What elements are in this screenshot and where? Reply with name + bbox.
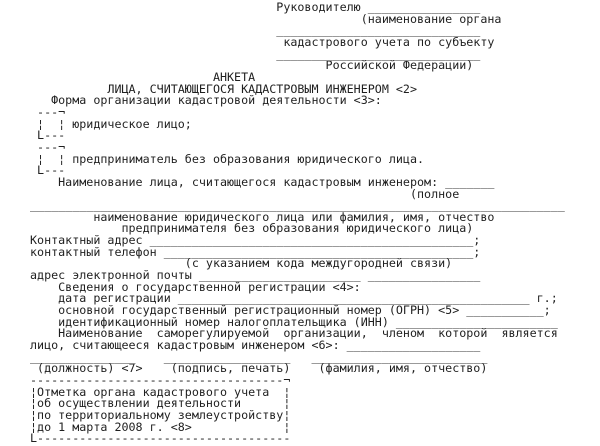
engineer-name-blank-line: ____________________________________________________________________________ (30, 198, 565, 213)
registration-date-line: дата регистрации __________________________________________________ г.; (30, 291, 558, 306)
document-title (30, 69, 600, 96)
state-registration-heading: Сведения о государственной регистрации <4>: (30, 279, 361, 294)
form-type-heading: Форма организации кадастровой деятельности <3>: (30, 93, 382, 108)
contact-phone-line: контактный телефон ____________________________________________; (30, 244, 481, 259)
checkbox-entrepreneur-top-border: ---¬ (30, 139, 66, 154)
doc-title-line-1: АНКЕТА (30, 69, 256, 84)
doc-title-line-2: ЛИЦА, СЧИТАЮЩЕГОСЯ КАДАСТРОВЫМ ИНЖЕНЕРОМ <2> (30, 81, 418, 96)
stamp-box-text-1: ¦Отметка органа кадастрового учета ¦ (30, 384, 291, 399)
contact-phone-caption: (с указанием кода междугородней связи) (30, 256, 453, 271)
contact-address-line: Контактный адрес ______________________________________________; (30, 233, 481, 248)
addressee-line: Руководителю ________________ (30, 0, 481, 14)
addressee-blank-line-2: _____________________________ (30, 46, 481, 61)
stamp-box-text-3: ¦по территориальному землеустройству¦ (30, 407, 291, 422)
engineer-name-caption-1: наименование юридического лица или фамилия, имя, отчество (30, 209, 495, 224)
signature-captions-line: (должность) <7> (подпись, печать) (фамилия, имя, отчество) (30, 361, 488, 376)
checkbox-legal-entity-top-border: ---¬ (30, 104, 66, 119)
sro-name-line-2: лицо, считающееся кадастровым инженером <6>: ___________________ (30, 338, 481, 353)
checkbox-entrepreneur-row[interactable]: ¦ ¦ предприниматель без образования юридического лица. (30, 151, 425, 166)
ogrn-line: основной государственный регистрационный номер (ОГРН) <5> ___________; (30, 303, 551, 318)
addressee-caption-federation: Российской Федерации) (30, 58, 474, 73)
checkbox-entrepreneur-bottom-border: L--- (30, 163, 66, 178)
engineer-name-label-line: Наименование лица, считающегося кадастровым инженером: _______ (30, 174, 495, 189)
addressee-caption-org: (наименование органа (30, 11, 502, 26)
stamp-box-text-4: ¦до 1 марта 2008 г. <8> ¦ (30, 419, 291, 434)
engineer-name-caption-2: предпринимателя без образования юридического лица) (30, 221, 474, 236)
stamp-box (30, 375, 600, 445)
addressee-blank-line: _____________________________ (30, 23, 481, 38)
email-line: адрес электронной почты _______________________ ________________ (30, 268, 481, 283)
checkbox-legal-entity-bottom-border: L--- (30, 128, 66, 143)
form-body (30, 95, 600, 375)
checkbox-legal-entity-row[interactable]: ¦ ¦ юридическое лицо; (30, 116, 192, 131)
stamp-box-bottom-border: L------------------------------------ (30, 431, 291, 446)
engineer-name-caption-full: (полное (30, 186, 460, 201)
addressee-caption-subject: кадастрового учета по субъекту (30, 34, 495, 49)
inn-line: идентификационный номер налогоплательщика (ИНН) _______________________ (30, 314, 558, 329)
sro-name-line-1: Наименование саморегулируемой организации, членом которой является (30, 326, 558, 341)
addressee-block (30, 2, 600, 72)
signature-blanks-line: _______________ __________________ _________________________ (30, 349, 488, 364)
stamp-box-text-2: ¦об осуществлении деятельности ¦ (30, 396, 291, 411)
stamp-box-top-border: ------------------------------------¬ (30, 373, 291, 387)
